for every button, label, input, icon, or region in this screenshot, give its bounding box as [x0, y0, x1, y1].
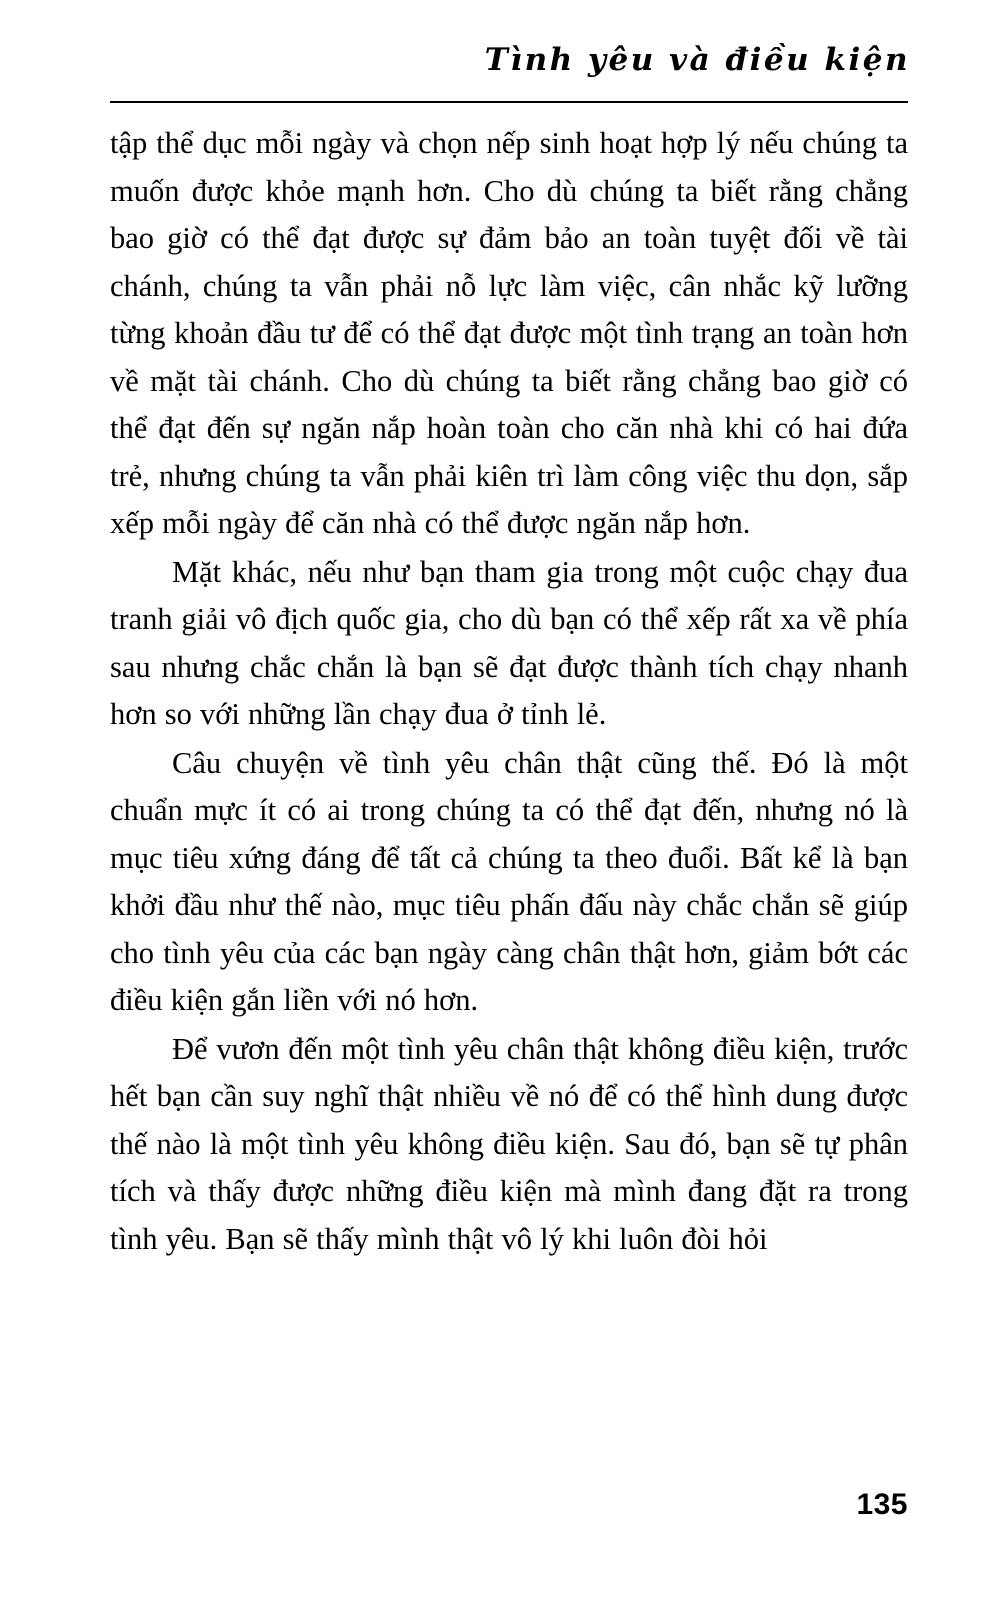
paragraph: Câu chuyện về tình yêu chân thật cũng thế. Đó là một chuẩn mực ít có ai trong chúng ta có thể đạt đến, nhưng nó là mục tiêu xứng đáng để tất cả chúng ta theo đuổi. Bất kể là bạn khởi đầu như thế nào, mục tiêu phấn đấu này chắc chắn sẽ giúp cho tình yêu của các bạn ngày càng chân thật hơn, giảm bớt các điều kiện gắn liền với nó hơn.	[110, 745, 908, 1017]
book-title: Tình yêu và điều kiện	[484, 42, 910, 78]
paragraph-continued: tập thể dục mỗi ngày và chọn nếp sinh hoạt hợp lý nếu chúng ta muốn được khỏe mạnh hơn. Cho dù chúng ta biết rằng chẳng bao giờ có thể đạt được sự đảm bảo an toàn tuyệt đối về tài chánh, chúng ta vẫn phải nỗ lực làm việc, cân nhắc kỹ lưỡng từng khoản đầu tư để có thể đạt được một tình trạng an toàn hơn về mặt tài chánh. Cho dù chúng ta biết rằng chẳng bao giờ có thể đạt đến sự ngăn nắp hoàn toàn cho căn nhà khi có hai đứa trẻ, nhưng chúng ta vẫn phải kiên trì làm công việc thu dọn, sắp xếp mỗi ngày để căn nhà có thể được ngăn nắp hơn.	[110, 126, 908, 540]
page-number: 135	[856, 1488, 908, 1521]
paragraph: Mặt khác, nếu như bạn tham gia trong một cuộc chạy đua tranh giải vô địch quốc gia, cho dù bạn có thể xếp rất xa về phía sau nhưng chắc chắn là bạn sẽ đạt được thành tích chạy nhanh hơn so với những lần chạy đua ở tỉnh lẻ.	[110, 554, 908, 731]
page-content	[110, 120, 908, 1263]
paragraph: Để vươn đến một tình yêu chân thật không điều kiện, trước hết bạn cần suy nghĩ thật nhiều về nó để có thể hình dung được thế nào là một tình yêu không điều kiện. Sau đó, bạn sẽ tự phân tích và thấy được những điều kiện mà mình đang đặt ra trong tình yêu. Bạn sẽ thấy mình thật vô lý khi luôn đòi hỏi	[110, 1031, 908, 1256]
running-header	[110, 42, 910, 78]
header-divider	[110, 101, 908, 103]
